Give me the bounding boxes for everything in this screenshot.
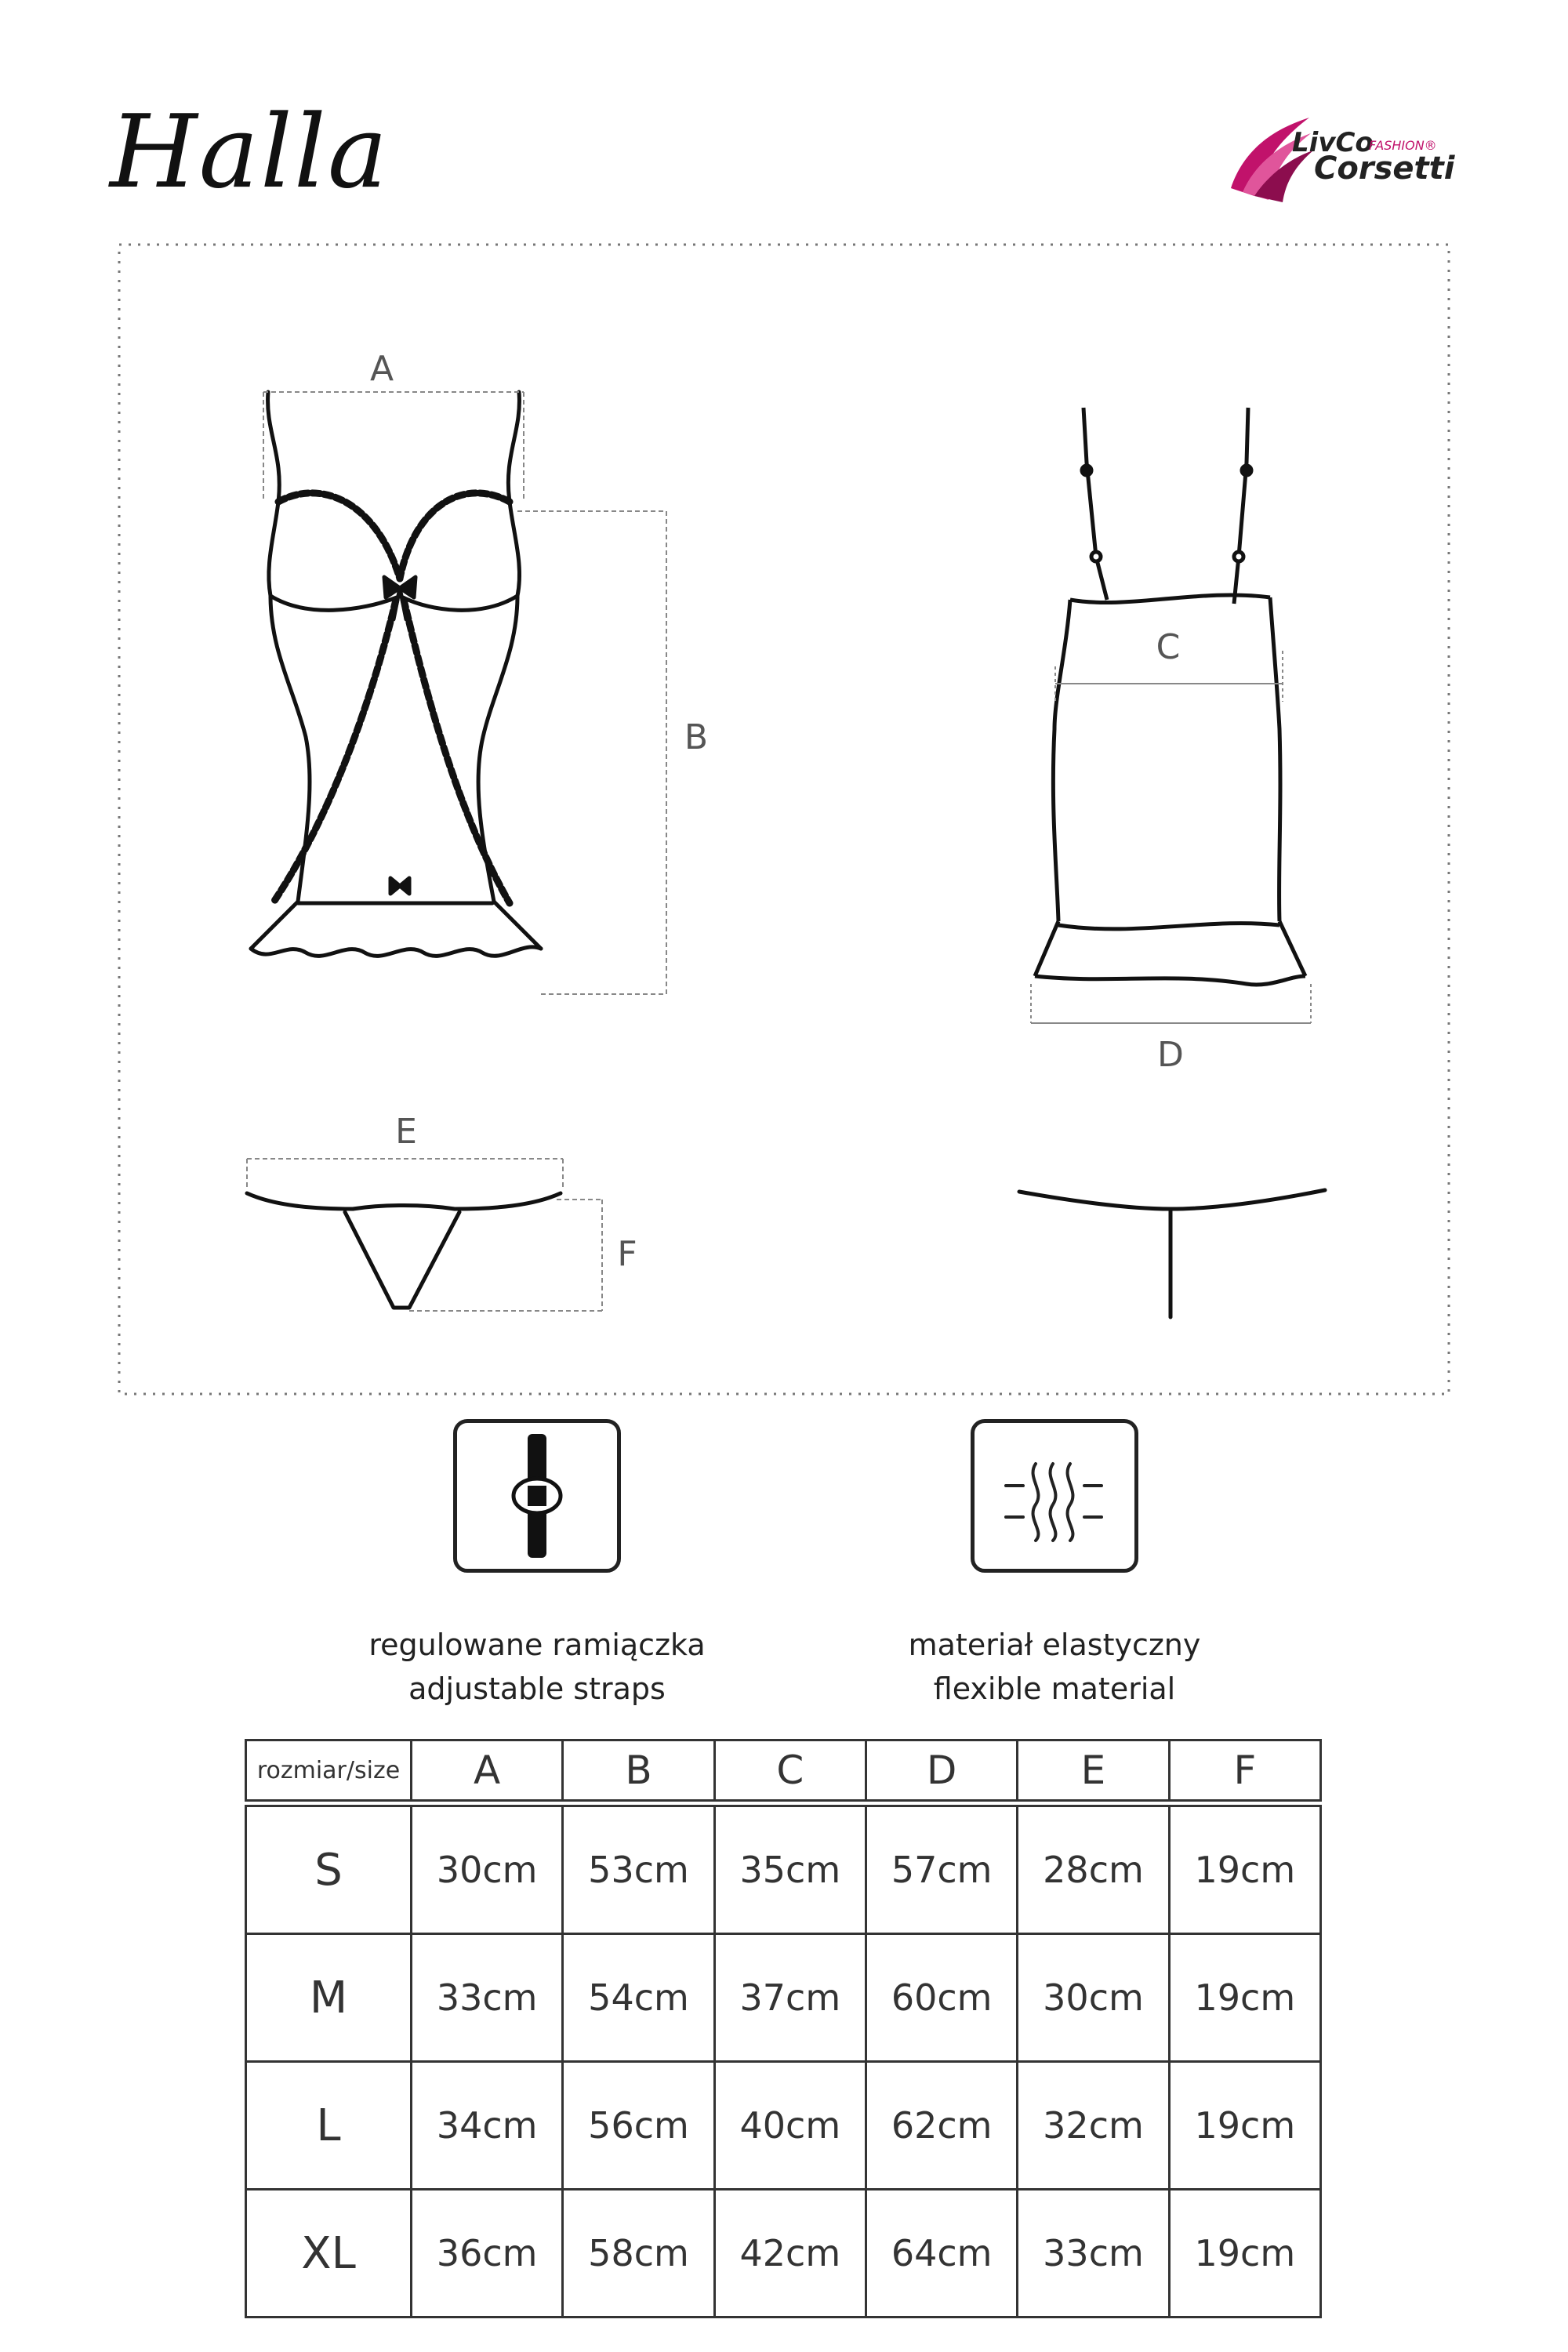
size-column-header: rozmiar/size [246,1740,412,1801]
table-cell: 60cm [866,1934,1017,2062]
table-row [246,1934,1321,2062]
table-cell: 32cm [1018,2062,1169,2190]
feature-label-pl: regulowane ramiączka [368,1628,706,1662]
brand-name-livco: LivCo [1292,127,1374,158]
table-cell: 19cm [1169,1934,1320,2062]
table-cell: 34cm [412,2062,563,2190]
table-cell: 33cm [412,1934,563,2062]
brand-name-fashion: FASHION® [1369,138,1437,153]
feature-label-en: flexible material [933,1671,1176,1706]
column-header-d: D [866,1740,1017,1801]
size-table [245,1805,1322,2318]
dimension-d [1031,984,1311,1023]
feature-flexible-material [831,1623,1278,1711]
table-cell: 54cm [563,1934,714,2062]
table-cell: 64cm [866,2190,1017,2318]
thong-back [1019,1190,1325,1317]
dimension-label-d: D [1157,1035,1184,1075]
size-table-header [245,1739,1322,1802]
dimension-label-a: A [369,349,394,389]
table-cell: 35cm [714,1806,866,1934]
babydoll-back [1035,408,1305,985]
dimension-b [517,511,666,994]
table-row [246,2062,1321,2190]
table-cell: 28cm [1018,1806,1169,1934]
dimension-label-b: B [684,717,709,757]
size-label: M [246,1934,412,2062]
dimension-label-f: F [617,1234,637,1274]
adjustable-strap-icon [453,1419,621,1573]
dimension-e [247,1159,563,1190]
table-cell: 53cm [563,1806,714,1934]
table-cell: 58cm [563,2190,714,2318]
garment-diagram [118,243,1450,1396]
table-row [246,1806,1321,1934]
table-cell: 57cm [866,1806,1017,1934]
feature-label-pl: materiał elastyczny [908,1628,1201,1662]
brand-logo [1223,110,1474,212]
table-cell: 19cm [1169,2190,1320,2318]
dimension-a [263,392,524,502]
table-cell: 62cm [866,2062,1017,2190]
elastic-material-icon [971,1419,1138,1573]
column-header-e: E [1018,1740,1169,1801]
column-header-c: C [714,1740,866,1801]
thong-front [247,1193,561,1308]
dimension-label-e: E [395,1112,417,1152]
table-cell: 40cm [714,2062,866,2190]
table-cell: 19cm [1169,2062,1320,2190]
size-label: XL [246,2190,412,2318]
size-label: S [246,1806,412,1934]
feature-adjustable-straps [314,1623,760,1711]
column-header-a: A [412,1740,563,1801]
column-header-b: B [563,1740,714,1801]
size-label: L [246,2062,412,2190]
column-header-f: F [1169,1740,1320,1801]
babydoll-front [251,392,541,956]
feature-label-en: adjustable straps [408,1671,666,1706]
table-cell: 33cm [1018,2190,1169,2318]
brand-swirl-icon [1223,110,1317,212]
table-cell: 37cm [714,1934,866,2062]
table-cell: 30cm [412,1806,563,1934]
brand-name-corsetti: Corsetti [1314,151,1455,187]
dimension-label-c: C [1156,627,1181,667]
table-row [246,2190,1321,2318]
table-cell: 36cm [412,2190,563,2318]
table-cell: 19cm [1169,1806,1320,1934]
product-title: Halla [110,94,390,211]
table-cell: 42cm [714,2190,866,2318]
table-cell: 56cm [563,2062,714,2190]
table-cell: 30cm [1018,1934,1169,2062]
